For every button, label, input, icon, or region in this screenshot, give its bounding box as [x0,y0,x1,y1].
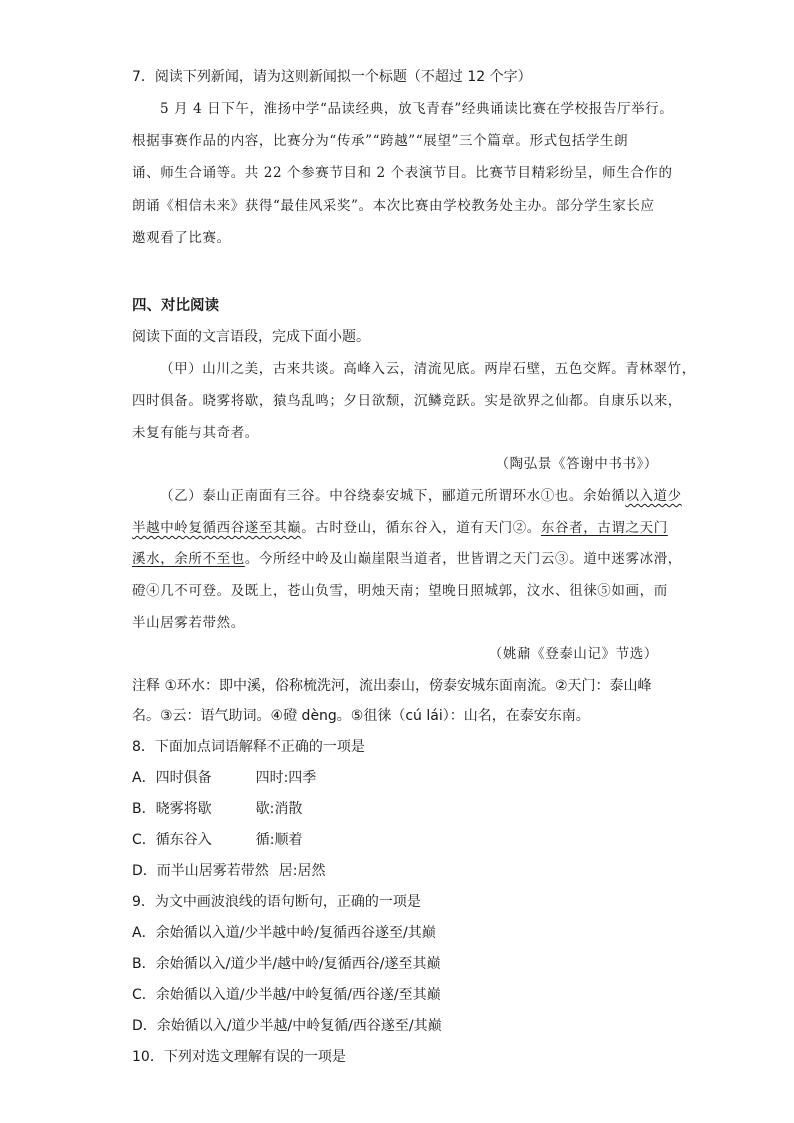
option-label: C．循东谷入 [132,832,212,848]
passage-a-line-3: 未复有能与其奇者。 [132,425,259,441]
passage-b-source: （姚鼐《登泰山记》节选） [488,646,658,662]
passage-b-text: 。今所经中岭及山巅崖限当道者，世皆谓之天门云③。道中迷雾冰滑， [244,551,682,567]
q8-option-d[interactable] [132,861,672,881]
option-label: B．晓雾将歇 [132,801,212,817]
q8-option-b[interactable] [132,799,672,819]
q9-option-b[interactable]: B．余始循以入/道少半/越中岭/复循西谷/遂至其巅 [132,956,441,972]
underlined-sentence: 东谷者，古谓之天门 [540,520,668,536]
option-gloss: 居:居然 [278,863,326,879]
q8-option-c[interactable] [132,830,672,850]
section-instruction: 阅读下面的文言语段，完成下面小题。 [132,329,370,345]
option-gloss: 歇:消散 [255,801,303,817]
section-title: 四、对比阅读 [132,298,219,314]
q7-news-line-5: 邀观看了比赛。 [132,230,231,246]
passage-b-line-5: 半山居雾若带然。 [132,615,245,631]
q10-prompt: 10．下列对选文理解有误的一项是 [132,1049,346,1065]
q7-news-line-4: 朗诵《相信未来》获得“最佳风采奖”。本次比赛由学校教务处主办。部分学生家长应 [132,198,655,214]
passage-b-line-3 [132,549,682,569]
wavy-underlined-sentence: 以入道少 [625,488,682,504]
q9-option-d[interactable]: D．余始循以入/道少半越/中岭复循/西谷遂至/其巅 [132,1018,442,1034]
q9-option-a[interactable]: A．余始循以入道/少半越中岭/复循西谷遂至/其巅 [132,925,436,941]
q7-news-line-3: 诵、师生合诵等。共 22 个参赛节目和 2 个表演节目。比赛节目精彩纷呈，师生合作的 [132,165,673,181]
passage-a-line-1: （甲）山川之美，古来共谈。高峰入云，清流见底。两岸石壁，五色交辉。青林翠竹， [160,361,696,377]
q7-news-line-2: 根据事赛作品的内容，比赛分为“传承”“跨越”“展望”三个篇章。形式包括学生朗 [132,133,629,149]
q9-prompt: 9．为文中画波浪线的语句断句，正确的一项是 [132,894,421,910]
underlined-sentence: 溪水，余所不至也 [132,551,245,567]
passage-b-text: （乙）泰山正南面有三谷。中谷绕泰安城下，郦道元所谓环水①也。余始循 [160,488,626,504]
q7-news-line-1: 5 月 4 日下午，淮扬中学“品读经典，放飞青春”经典诵读比赛在学校报告厅举行。 [160,101,674,117]
q8-prompt: 8．下面加点词语解释不正确的一项是 [132,739,365,755]
option-label: A．四时俱备 [132,770,212,786]
q9-option-c[interactable]: C．余始循以入道/少半越/中岭复循/西谷遂/至其巅 [132,987,441,1003]
passage-b-text: 。古时登山，循东谷入，道有天门②。 [301,520,541,536]
q7-prompt: 7．阅读下列新闻，请为这则新闻拟一个标题（不超过 12 个字） [132,69,532,85]
option-gloss: 四时:四季 [255,770,317,786]
option-gloss: 循:顺着 [255,832,303,848]
option-label: D．而半山居雾若带然 [132,863,269,879]
passage-b-line-2 [132,518,672,538]
notes-line-2: 名。③云：语气助词。④磴 dèng。⑤徂徕（cú lái）：山名，在泰安东南。 [132,708,590,724]
notes-line-1: 注释 ①环水：即中溪，俗称梳洗河，流出泰山，傍泰安城东面南流。②天门：泰山峰 [132,678,652,694]
passage-b-line-4: 磴④几不可登。及既上，苍山负雪，明烛天南；望晚日照城郭，汶水、徂徕⑤如画，而 [132,583,668,599]
passage-a-line-2: 四时俱备。晓雾将歇，猿鸟乱鸣；夕日欲颓，沉鳞竞跃。实是欲界之仙都。自康乐以来， [132,393,682,409]
q8-option-a[interactable] [132,768,672,788]
wavy-underlined-sentence: 半越中岭复循西谷遂至其巅 [132,520,302,536]
passage-a-source: （陶弘景《答谢中书书》） [495,456,658,472]
passage-b-line-1 [160,486,682,506]
